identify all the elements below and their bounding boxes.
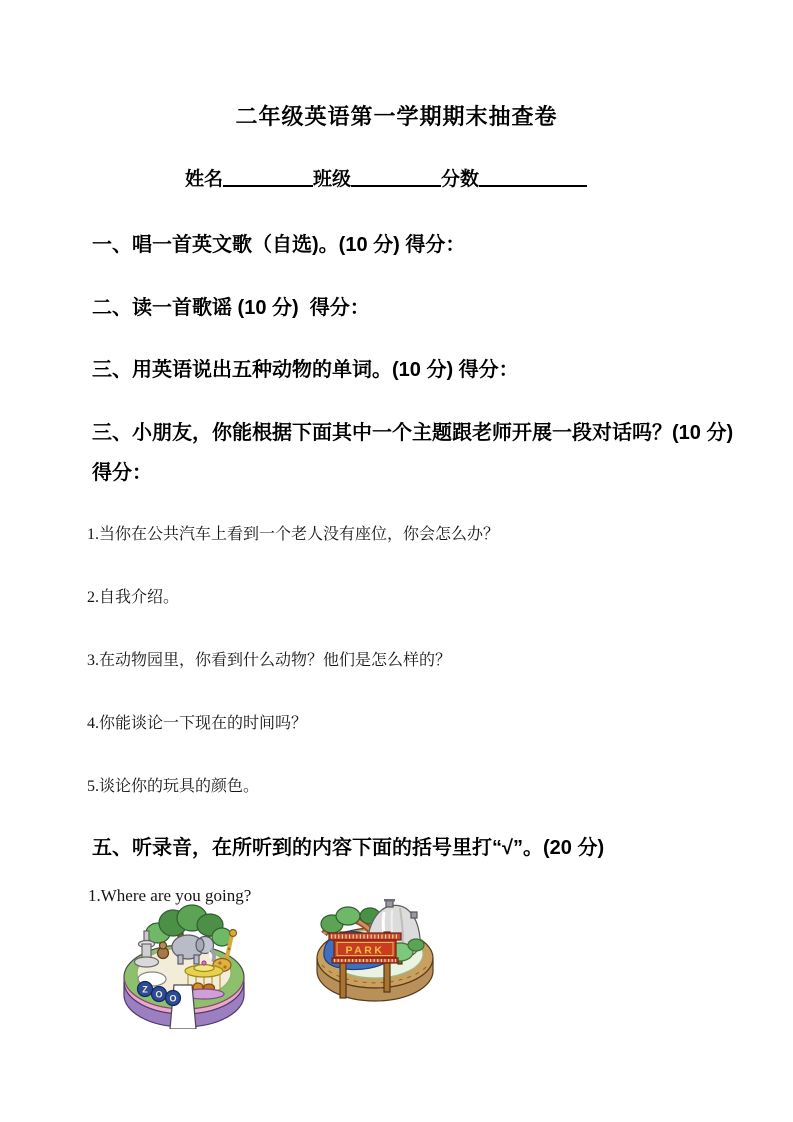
section-1-heading: 一、唱一首英文歌（自选)。(10 分) 得分： [92,234,466,256]
section-5-heading: 五、听录音，在所听到的内容下面的括号里打“√”。(20 分) [92,837,605,859]
dialogue-topic-1: 1.当你在公共汽车上看到一个老人没有座位，你会怎么办？ [87,526,500,543]
park-sign-text: PARK [345,944,385,957]
section-3-heading: 三、用英语说出五种动物的单词。(10 分) 得分： [92,359,519,381]
listening-question-1: 1.Where are you going? [88,886,252,905]
name-label: 姓名 [185,169,224,190]
dialogue-topic-2: 2.自我介绍。 [87,589,180,606]
section-4-heading-line2: 得分： [92,462,152,484]
dialogue-topic-4: 4.你能谈论一下现在的时间吗？ [87,715,308,732]
score-label: 分数 [441,169,480,190]
park-illustration [312,898,438,1002]
zoo-illustration [118,903,250,1029]
student-info-row [185,164,587,191]
score-blank [479,171,587,187]
zoo-sign-letter-o2: O [169,993,177,1004]
zoo-sign-letter-o1: O [155,989,163,1000]
zoo-sign-letter-z: Z [142,984,148,995]
section-4-heading-line1: 三、小朋友，你能根据下面其中一个主题跟老师开展一段对话吗？(10 分) [92,422,734,444]
name-blank [223,171,313,187]
monkey [158,942,169,959]
section-2-heading: 二、读一首歌谣 (10 分) 得分： [92,297,370,319]
dialogue-topic-3: 3.在动物园里，你看到什么动物？他们是怎么样的？ [87,652,452,669]
dialogue-topic-5: 5.谈论你的玩具的颜色。 [87,778,260,795]
class-blank [351,171,441,187]
page-title: 二年级英语第一学期期末抽查卷 [235,104,558,129]
class-label: 班级 [313,169,352,190]
